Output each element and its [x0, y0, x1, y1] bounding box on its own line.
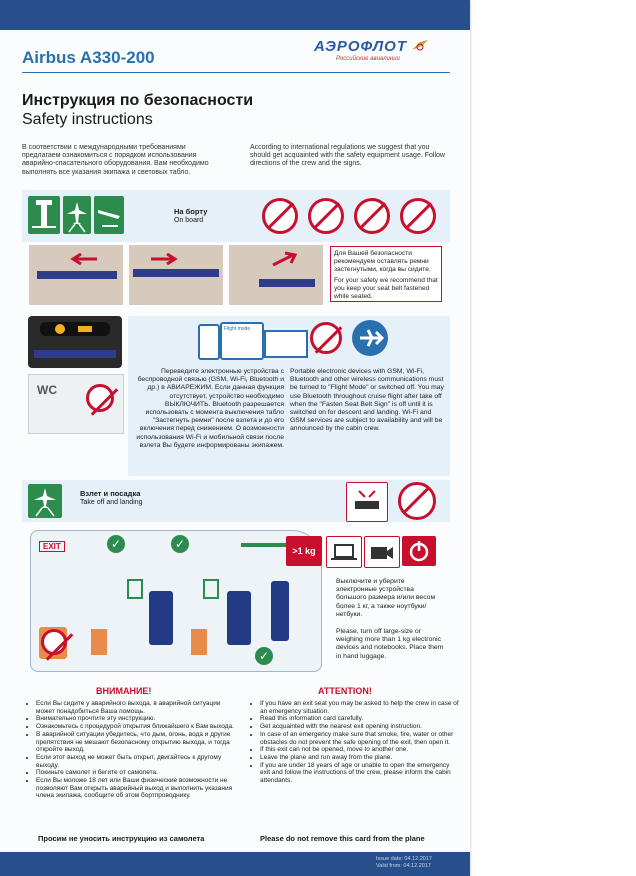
onboard-label	[174, 208, 207, 225]
tablet-icon	[220, 322, 264, 360]
aeroflot-logo	[314, 38, 434, 68]
onboard-ru: На борту	[174, 207, 208, 216]
phone-icon	[198, 324, 220, 360]
check-icon-1: ✓	[107, 535, 125, 553]
attention-item: • If you are under 18 years of age or unable to open the emergency exit and follow the instructions of the crew, please inform the cabin attendants.	[260, 762, 460, 785]
seatbelt-note-en: For your safety we recommend that you keep your seat belt fastened while seated.	[334, 277, 438, 300]
exit-up-icon-1	[127, 579, 143, 599]
laptop-icon	[264, 330, 308, 358]
attention-list-ru	[28, 700, 236, 800]
no-wifi-takeoff-icon	[398, 482, 436, 520]
issue-date: Issue date: 04.12.2017	[376, 856, 432, 862]
seatbelt-photo-2	[128, 244, 224, 306]
seatbelt-sign-photo	[28, 316, 122, 368]
seatbelt-note	[330, 246, 442, 302]
camera-stow-icon	[364, 536, 400, 568]
attention-item: • Read this information card carefully.	[260, 715, 460, 723]
arrow-icon	[149, 253, 179, 265]
attention-item: • Get acquainted with the nearest exit opening instruction.	[260, 723, 460, 731]
logo-subtitle: Российские авиалинии	[336, 56, 400, 62]
no-microphone-icon	[400, 198, 436, 234]
valid-from: Valid from: 04.12.2017	[376, 862, 431, 869]
seatbelt-sign-icon	[52, 323, 100, 335]
aircraft-model: Airbus A330-200	[22, 48, 155, 67]
attention-list-en	[252, 700, 460, 785]
page-title-en: Safety instructions	[22, 111, 153, 128]
check-icon-2: ✓	[171, 535, 189, 553]
onboard-en: On board	[174, 217, 204, 224]
electronics-text-en: Portable electronic devices with GSM, Wi-Fi, Bluetooth and other wireless communications must be turned to "Flight Mode" or switched off. You may use Bluetooth throughout cruise flight after take off when the "Fasten Seat Belt Sign" is off until it is switched on for descent and landing. Wi-Fi and GSM services are subject to availability and will be announced by the cabin crew.	[290, 368, 444, 433]
bag-at-seat-2	[191, 629, 207, 655]
seatbelt-photo-3	[228, 244, 324, 306]
takeoff-label	[80, 490, 143, 507]
seat-3	[271, 581, 289, 641]
exit-sign: EXIT	[39, 541, 65, 552]
seat-2	[227, 591, 251, 645]
no-bag-icon	[41, 629, 67, 655]
footer-en: Please do not remove this card from the plane	[260, 834, 425, 843]
attention-item: • Leave the plane and run away from the plane.	[260, 754, 460, 762]
takeoff-ru: Взлет и посадка	[80, 489, 141, 498]
no-wifi-icon	[310, 322, 342, 354]
takeoff-plane-icon	[28, 484, 62, 518]
tower-icon	[28, 196, 60, 234]
issue-stamp	[376, 856, 432, 869]
cabin-illustration	[30, 530, 322, 672]
attention-item: • If this exit can not be opened, move to another one.	[260, 746, 460, 754]
header-rule	[22, 72, 450, 73]
takeoff-en: Take off and landing	[80, 499, 143, 506]
wings-icon	[410, 38, 430, 54]
attention-title-ru: ВНИМАНИЕ!	[96, 686, 152, 696]
seat-1	[149, 591, 173, 645]
laptop-stow-icon	[326, 536, 362, 568]
intro-en: According to international regulations we suggest that you should get acquainted with the safety equipment usage. Follow directions of the crew and the signs.	[250, 144, 445, 168]
devices-illustration	[196, 320, 306, 362]
power-off-icon	[402, 536, 436, 566]
stow-text-ru: Выключите и уберите электронные устройства большого размера и/или весом более 1 кг, а также ноутбуки/нетбуки.	[336, 578, 436, 618]
no-smoking-icon	[262, 198, 298, 234]
no-game-controller-icon	[354, 198, 390, 234]
no-smoking-wc-icon	[86, 384, 114, 412]
seatbelt-photo-1	[28, 244, 124, 306]
electronics-text-ru: Переведите электронные устройства с беспроводной связью (GSM, Wi-Fi, Bluetooth и др.) в АВИАРЕЖИМ. Если данная функция отсутствует, устройство необходимо ВЫКЛЮЧИТЬ. Bluetooth разрешается использовать с момента выключения табло "Застегнуть ремни" после взлета и до его включения перед снижением. О возможности использования Wi-Fi и мобильной связи после взлета Вы будете информированы экипажем.	[136, 368, 284, 449]
exit-up-icon-2	[203, 579, 219, 599]
bag-at-seat-1	[91, 629, 107, 655]
attention-title-en: ATTENTION!	[318, 686, 372, 696]
logo-wordmark: АЭРОФЛОТ	[314, 38, 408, 55]
top-band	[0, 0, 470, 30]
seatbelt-stow-icon	[346, 482, 388, 522]
attention-item: • Если Вы моложе 18 лет или Ваши физические возможности не позволяют Вам открыть аварийный выход и выполнить указания члена экипажа, сообщите об этом бортпроводнику.	[36, 777, 236, 800]
attention-item: • Внимательно прочтите эту инструкцию.	[36, 715, 236, 723]
arrow-icon	[269, 251, 299, 269]
seatbelt-note-ru: Для Вашей безопасности рекомендуем оставлять ремни застегнутыми, когда вы сидите.	[334, 250, 431, 273]
flight-mode-label: Flight mode	[224, 326, 251, 332]
footer-ru: Просим не уносить инструкцию из самолета	[38, 834, 205, 843]
weight-limit-badge: >1 kg	[286, 536, 322, 566]
stow-text-en: Please, turn off large-size or weighing more than 1 kg electronic devices and notebooks. Place them in hand luggage.	[336, 628, 444, 660]
airplane-mode-icon	[352, 320, 388, 356]
intro-ru: В соответствии с международными требованиями предлагаем ознакомиться с порядком использования аварийно-спасательного оборудования. Вам необходимо выполнять все указания экипажа и световых табло.	[22, 144, 209, 176]
attention-item: • Если Вы сидите у аварийного выхода, в аварийной ситуации может понадобиться Ваша помощь.	[36, 700, 236, 715]
attention-item: • Ознакомьтесь с процедурой открытия ближайшего к Вам выхода.	[36, 723, 236, 731]
page-title-ru: Инструкция по безопасности	[22, 92, 254, 109]
attention-item: • В аварийной ситуации убедитесь, что дым, огонь, вода и другие препятствия не мешают безопасному открытию выхода, и тогда откройте выход.	[36, 731, 236, 754]
no-toy-icon	[308, 198, 344, 234]
stow-arrow	[241, 543, 291, 547]
arrow-icon	[69, 253, 99, 265]
runway-plane-icon	[63, 196, 91, 234]
check-icon-3: ✓	[255, 647, 273, 665]
attention-item: • Покиньте самолет и бегите от самолета.	[36, 769, 236, 777]
attention-item: • Если этот выход не может быть открыт, двигайтесь к другому выходу.	[36, 754, 236, 769]
landing-plane-icon	[94, 196, 124, 234]
wc-label: WC	[37, 383, 57, 397]
attention-item: • If you have an exit seat you may be asked to help the crew in case of an emergency situation.	[260, 700, 460, 715]
attention-item: • In case of an emergency make sure that smoke, fire, water or other obstacles do not prevent the safe opening of the exit, then open it.	[260, 731, 460, 746]
